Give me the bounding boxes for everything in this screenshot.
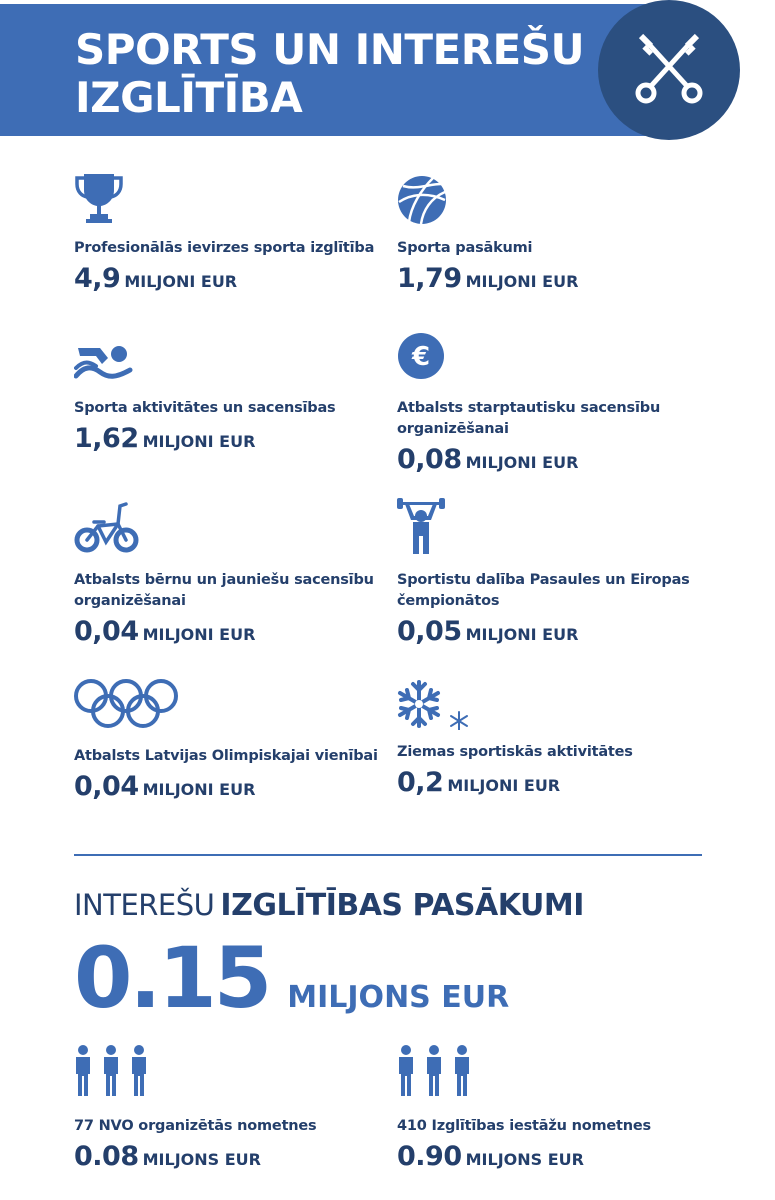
- budget-item-sport-events: [397, 168, 707, 294]
- item-label: Sporta aktivitātes un sacensības: [74, 400, 336, 416]
- weightlifter-icon: [397, 498, 707, 554]
- section-title: [74, 888, 584, 923]
- header-banner: [0, 4, 670, 136]
- swimmer-icon: [74, 324, 384, 380]
- total-value: 0.15: [74, 929, 270, 1027]
- svg-text:€: €: [411, 342, 431, 372]
- item-amount: [74, 423, 384, 454]
- amount-value: 0,04: [74, 616, 139, 647]
- item-amount: [397, 263, 707, 294]
- snowflake-icon: [397, 674, 707, 730]
- crossed-keys-icon: [629, 30, 709, 110]
- item-label: Atbalsts bērnu un jauniešu sacensību organizēšanai: [74, 572, 374, 609]
- amount-unit: MILJONI EUR: [124, 272, 238, 291]
- page-title: SPORTS UN INTEREŠU IZGLĪTĪBA: [75, 25, 585, 122]
- item-label: 77 NVO organizētās nometnes: [74, 1118, 317, 1134]
- amount-unit: MILJONI EUR: [142, 625, 256, 644]
- item-amount: [397, 616, 707, 647]
- item-amount: [397, 767, 707, 798]
- amount-unit: MILJONI EUR: [447, 776, 561, 795]
- amount-value: 0,05: [397, 616, 462, 647]
- item-label: Sporta pasākumi: [397, 240, 533, 256]
- amount-value: 4,9: [74, 263, 121, 294]
- amount-unit: MILJONI EUR: [465, 453, 579, 472]
- amount-value: 1,62: [74, 423, 139, 454]
- item-label: 410 Izglītības iestāžu nometnes: [397, 1118, 651, 1134]
- people-group-icon: [397, 1040, 707, 1096]
- amount-value: 0.08: [74, 1141, 139, 1172]
- item-label: Profesionālās ievirzes sporta izglītība: [74, 240, 375, 256]
- emblem-circle: [598, 0, 740, 140]
- euro-coin-icon: [397, 324, 707, 380]
- section-title-thin: INTEREŠU: [74, 888, 215, 922]
- amount-unit: MILJONS EUR: [465, 1150, 584, 1169]
- item-amount: [397, 1141, 707, 1172]
- camp-item-nvo: [74, 1040, 384, 1172]
- budget-item-winter-sports: [397, 674, 707, 798]
- item-label: Ziemas sportiskās aktivitātes: [397, 744, 633, 760]
- trophy-icon: [74, 168, 384, 224]
- item-amount: [74, 771, 384, 802]
- amount-value: 1,79: [397, 263, 462, 294]
- amount-unit: MILJONI EUR: [142, 780, 256, 799]
- item-label: Sportistu dalība Pasaules un Eiropas čempionātos: [397, 572, 690, 609]
- item-amount: [74, 1141, 384, 1172]
- amount-value: 0,2: [397, 767, 444, 798]
- budget-item-olympic-team: [74, 674, 384, 802]
- budget-item-youth-competitions: [74, 498, 384, 647]
- item-amount: [74, 616, 384, 647]
- section-total-amount: [74, 928, 509, 1028]
- amount-value: 0,08: [397, 444, 462, 475]
- section-title-bold: IZGLĪTĪBAS PASĀKUMI: [220, 888, 584, 923]
- total-unit: MILJONS EUR: [287, 980, 510, 1015]
- amount-value: 0,04: [74, 771, 139, 802]
- item-amount: [74, 263, 384, 294]
- people-group-icon: [74, 1040, 384, 1096]
- basketball-icon: [397, 168, 707, 224]
- amount-unit: MILJONI EUR: [142, 432, 256, 451]
- item-label: Atbalsts starptautisku sacensību organizēšanai: [397, 400, 661, 437]
- budget-item-international-competitions: [397, 324, 707, 475]
- amount-unit: MILJONS EUR: [142, 1150, 261, 1169]
- bicycle-icon: [74, 498, 384, 554]
- camp-item-schools: [397, 1040, 707, 1172]
- section-divider: [74, 854, 702, 856]
- item-amount: [397, 444, 707, 475]
- olympic-rings-icon: [74, 674, 384, 730]
- amount-unit: MILJONI EUR: [465, 625, 579, 644]
- item-label: Atbalsts Latvijas Olimpiskajai vienībai: [74, 748, 378, 764]
- budget-item-professional-sport: [74, 168, 384, 294]
- amount-unit: MILJONI EUR: [465, 272, 579, 291]
- budget-item-championships: [397, 498, 707, 647]
- amount-value: 0.90: [397, 1141, 462, 1172]
- budget-item-sport-activities: [74, 324, 384, 454]
